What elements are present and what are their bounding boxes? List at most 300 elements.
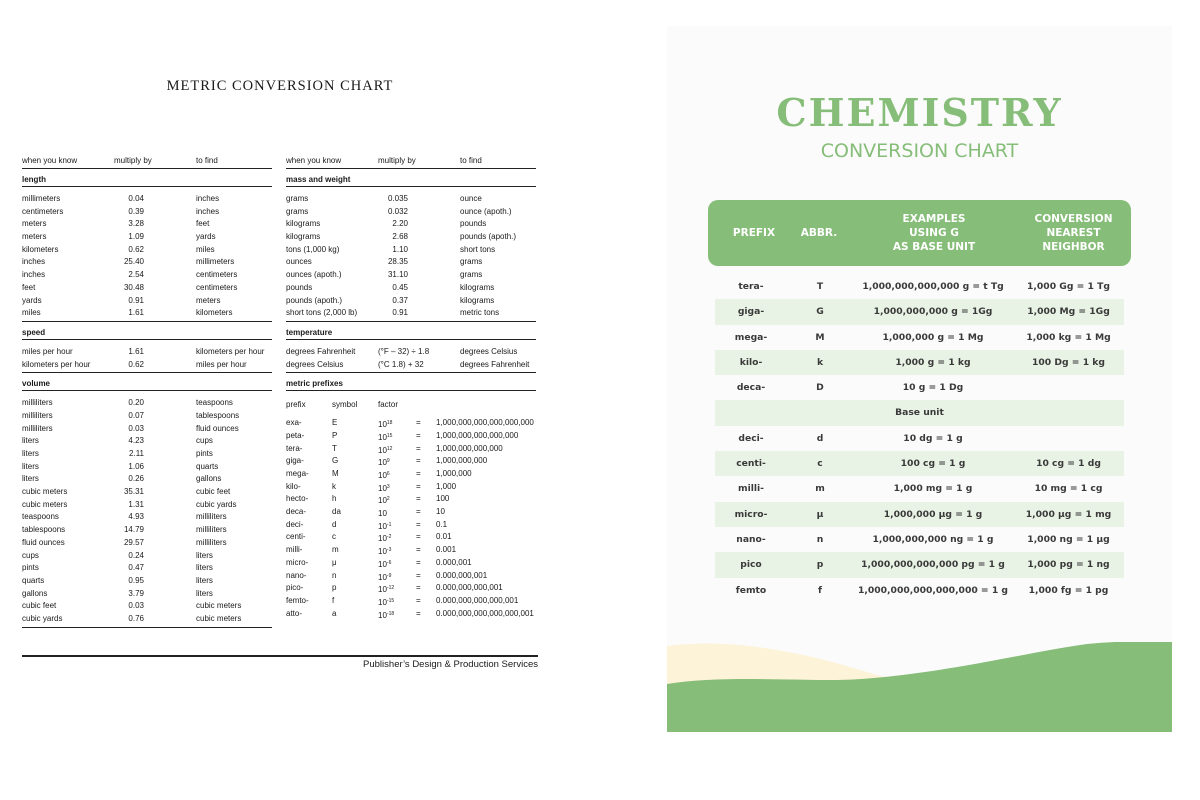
- conversion-cell: 1,000 kg = 1 Mg: [1026, 331, 1111, 343]
- factor-value: 0.39: [128, 206, 144, 216]
- prefix-name: deci-: [286, 519, 304, 529]
- table-row: [715, 476, 1124, 501]
- factor-value: 0.91: [392, 308, 408, 318]
- table-row: [286, 206, 536, 219]
- table-row: [286, 218, 536, 231]
- example-cell: 1,000 g = 1 kg: [895, 356, 971, 368]
- factor-exponent: -15: [386, 597, 395, 604]
- section-divider: [286, 321, 536, 322]
- prefix-value: 1,000,000,000,000: [436, 443, 503, 453]
- factor-value: 0.26: [128, 474, 144, 484]
- table-row: [22, 423, 272, 436]
- to-unit: liters: [196, 575, 213, 585]
- conversion-cell: 1,000 fg = 1 pg: [1028, 584, 1109, 596]
- table-row: [22, 282, 272, 295]
- factor-base: 10: [378, 458, 387, 468]
- from-unit: inches: [22, 257, 46, 267]
- example-cell: 1,000,000,000,000 pg = 1 g: [861, 559, 1005, 571]
- prefix-cell: pico: [740, 559, 762, 571]
- factor-exponent: -3: [386, 547, 392, 554]
- section-title: speed: [22, 328, 272, 340]
- factor-value: 2.68: [392, 232, 408, 242]
- factor-value: 0.035: [387, 194, 408, 203]
- to-unit: inches: [196, 206, 220, 216]
- to-unit: cubic feet: [196, 487, 231, 497]
- prefix-symbol: μ: [332, 557, 337, 567]
- to-unit: quarts: [196, 461, 219, 471]
- conversion-cell: 1,000 ng = 1 μg: [1027, 533, 1110, 545]
- factor-exponent: -9: [386, 572, 392, 579]
- table-row: [286, 231, 536, 244]
- table-row: [22, 397, 272, 410]
- table-row: [715, 426, 1124, 451]
- prefix-value: 1,000,000,000: [436, 456, 488, 466]
- table-row: [715, 527, 1124, 552]
- table-row: [286, 269, 536, 282]
- prefix-symbol: da: [332, 507, 341, 517]
- metric-conversion-document: [0, 0, 560, 800]
- from-unit: gallons: [22, 588, 48, 598]
- table-row: [22, 588, 272, 601]
- factor-exponent: 3: [386, 483, 390, 490]
- table-row: [22, 435, 272, 448]
- prefix-row: [286, 519, 536, 532]
- document-title: METRIC CONVERSION CHART: [166, 78, 394, 94]
- to-unit: yards: [196, 232, 216, 242]
- table-row: [715, 451, 1124, 476]
- conversion-cell: 1,000 Gg = 1 Tg: [1027, 281, 1110, 292]
- table-row: [715, 274, 1124, 299]
- table-row: [22, 550, 272, 563]
- section-title: volume: [22, 379, 272, 391]
- prefix-value: 1,000: [436, 481, 457, 491]
- section-rows: [22, 346, 272, 371]
- prefix-cell: deca-: [736, 382, 766, 394]
- example-cell: 100 cg = 1 g: [900, 458, 966, 470]
- factor-base: 10: [378, 534, 387, 544]
- table-row: [286, 193, 536, 206]
- table-row: [22, 410, 272, 423]
- prefix-table: [286, 399, 536, 620]
- table-row: [22, 537, 272, 550]
- prefix-row: [286, 493, 536, 506]
- prefix-value: 0.01: [436, 532, 452, 542]
- factor-value: 0.62: [128, 359, 144, 369]
- equals-sign: =: [416, 430, 421, 440]
- to-unit: ounce (apoth.): [460, 206, 512, 216]
- from-unit: tons (1,000 kg): [286, 244, 340, 254]
- abbr-cell: f: [818, 584, 822, 596]
- to-unit: millimeters: [196, 257, 235, 267]
- from-unit: feet: [22, 282, 36, 292]
- factor-base: 10: [378, 496, 387, 506]
- equals-sign: =: [416, 583, 421, 593]
- factor-base: 10: [378, 547, 387, 557]
- from-unit: cubic yards: [22, 613, 63, 623]
- prefix-value: 1,000,000: [436, 469, 472, 478]
- factor-exponent: -2: [386, 534, 392, 541]
- prefix-name: micro-: [286, 557, 309, 567]
- conversion-cell: 1,000 pg = 1 ng: [1027, 559, 1110, 571]
- to-unit: metric tons: [460, 308, 500, 318]
- to-unit: grams: [460, 270, 483, 280]
- to-unit: liters: [196, 588, 213, 598]
- prefix-value: 0.000,001: [436, 557, 472, 567]
- prefix-cell: femto: [735, 584, 767, 596]
- from-unit: liters: [22, 436, 39, 446]
- table-row: [715, 375, 1124, 400]
- factor-base: 10: [378, 432, 387, 442]
- to-unit: short tons: [460, 244, 496, 254]
- table-row: [286, 295, 536, 308]
- prefix-value: 0.000,000,000,001: [436, 583, 503, 593]
- prefix-row: [286, 443, 536, 456]
- header-know: when you know: [286, 156, 342, 165]
- equals-sign: =: [416, 532, 421, 542]
- prefix-cell: kilo-: [739, 356, 763, 368]
- from-unit: ounces (apoth.): [286, 270, 342, 280]
- factor-value: 0.03: [128, 423, 144, 433]
- prefix-symbol: h: [332, 494, 337, 504]
- prefix-value: 100: [436, 494, 450, 504]
- from-unit: miles: [22, 308, 41, 318]
- factor-base: 10: [378, 585, 387, 595]
- from-unit: meters: [22, 219, 47, 229]
- from-unit: pounds (apoth.): [286, 295, 343, 305]
- abbr-cell: μ: [816, 508, 824, 520]
- conversion-cell: 10 mg = 1 cg: [1034, 483, 1103, 495]
- table-row: [22, 218, 272, 231]
- to-unit: degrees Fahrenheit: [460, 359, 530, 369]
- prefix-row: [286, 531, 536, 544]
- factor-value: 31.10: [387, 270, 408, 280]
- conversion-cell: 1,000 μg = 1 mg: [1025, 508, 1112, 520]
- section-title: temperature: [286, 328, 536, 340]
- section-rows: [286, 346, 536, 371]
- from-unit: short tons (2,000 lb): [286, 308, 358, 318]
- prefix-value: 0.1: [436, 519, 448, 529]
- prefix-symbol: P: [332, 430, 338, 440]
- from-unit: pounds: [286, 282, 313, 292]
- to-unit: meters: [196, 295, 221, 305]
- prefix-row: [286, 582, 536, 595]
- prefix-name: atto-: [286, 608, 303, 618]
- to-unit: pounds: [460, 219, 487, 229]
- factor-base: 10: [378, 572, 387, 582]
- factor-value: 0.032: [387, 206, 408, 216]
- table-row: [22, 486, 272, 499]
- from-unit: cubic meters: [22, 487, 68, 497]
- table-row: [22, 575, 272, 588]
- prefix-name: kilo-: [286, 481, 301, 491]
- to-unit: teaspoons: [196, 398, 233, 408]
- conversion-cell: 10 cg = 1 dg: [1036, 458, 1101, 470]
- from-unit: liters: [22, 461, 39, 471]
- header-multiply: multiply by: [378, 156, 416, 165]
- from-unit: inches: [22, 270, 46, 280]
- prefix-cell: mega-: [734, 331, 768, 343]
- abbr-cell: M: [815, 331, 825, 343]
- from-unit: yards: [22, 295, 42, 305]
- prefix-symbol: d: [332, 519, 337, 529]
- to-unit: miles per hour: [196, 359, 247, 369]
- to-unit: kilograms: [460, 295, 495, 305]
- from-unit: meters: [22, 232, 47, 242]
- factor-exponent: 18: [386, 420, 393, 427]
- table-row: [22, 193, 272, 206]
- abbr-cell: k: [816, 356, 824, 368]
- to-unit: milliliters: [196, 537, 227, 547]
- prefix-symbol: a: [332, 608, 337, 618]
- example-cell: 1,000,000,000 ng = 1 g: [872, 533, 994, 545]
- from-unit: grams: [286, 194, 309, 203]
- factor-base: 10: [378, 610, 387, 620]
- from-unit: liters: [22, 474, 39, 484]
- factor-value: 0.62: [128, 244, 144, 254]
- equals-sign: =: [416, 456, 421, 466]
- factor-exponent: 9: [386, 458, 390, 465]
- conversion-cell: [1013, 375, 1124, 400]
- left-column: [22, 156, 272, 628]
- from-unit: millimeters: [22, 194, 61, 203]
- to-unit: pounds (apoth.): [460, 232, 517, 242]
- from-unit: kilograms: [286, 232, 321, 242]
- abbr-cell: d: [816, 432, 824, 444]
- prefix-row: [286, 455, 536, 468]
- factor-value: 0.04: [128, 194, 144, 203]
- from-unit: milliliters: [22, 423, 53, 433]
- to-unit: feet: [196, 219, 210, 229]
- table-row: [286, 346, 536, 359]
- table-row: [22, 600, 272, 613]
- equals-sign: =: [416, 545, 421, 555]
- example-cell: 10 g = 1 Dg: [902, 382, 964, 394]
- table-row: [715, 325, 1124, 350]
- prefix-cell: micro-: [734, 508, 768, 520]
- prefix-row: [286, 481, 536, 494]
- factor-value: 1.31: [128, 499, 144, 509]
- section-divider: [22, 321, 272, 322]
- table-header: [708, 200, 1131, 266]
- table-row: [715, 299, 1124, 324]
- section-title: length: [22, 175, 272, 187]
- factor-value: 0.07: [128, 410, 144, 420]
- table-row: [22, 244, 272, 257]
- to-unit: milliliters: [196, 512, 227, 522]
- prefix-cell: milli-: [738, 483, 764, 495]
- prefix-name: exa-: [286, 418, 302, 428]
- from-unit: cubic feet: [22, 601, 57, 611]
- factor-value: 1.09: [128, 232, 144, 242]
- equals-sign: =: [416, 494, 421, 504]
- example-cell: 1,000,000,000 g = 1Gg: [873, 306, 993, 318]
- equals-sign: =: [416, 557, 421, 567]
- factor-value: 0.03: [128, 601, 144, 611]
- to-unit: fluid ounces: [196, 423, 239, 433]
- from-unit: centimeters: [22, 206, 64, 216]
- right-sections: [286, 175, 536, 373]
- from-unit: degrees Fahrenheit: [286, 346, 356, 356]
- equals-sign: =: [416, 481, 421, 491]
- from-unit: grams: [286, 206, 309, 216]
- to-unit: pints: [196, 449, 213, 458]
- section-divider: [286, 372, 536, 373]
- from-unit: quarts: [22, 575, 45, 585]
- chemistry-conversion-document: [667, 26, 1172, 732]
- example-cell: 10 dg = 1 g: [903, 432, 963, 444]
- conversion-cell: 1,000 Mg = 1Gg: [1027, 306, 1110, 318]
- factor-value: (°C 1.8) + 32: [378, 359, 424, 369]
- prefix-value: 0.001: [436, 545, 457, 555]
- factor-value: 2.54: [128, 270, 144, 280]
- factor-value: 28.35: [387, 257, 408, 267]
- section-rows: [22, 193, 272, 320]
- conversion-cell: [1013, 426, 1124, 451]
- from-unit: ounces: [286, 257, 312, 267]
- equals-sign: =: [416, 443, 421, 453]
- factor-value: 0.91: [128, 295, 144, 305]
- to-unit: kilometers per hour: [196, 346, 265, 356]
- equals-sign: =: [416, 418, 421, 428]
- prefix-name: centi-: [286, 532, 306, 542]
- header-know: when you know: [22, 156, 78, 165]
- column-header: [286, 156, 536, 169]
- prefix-factor: [378, 608, 394, 623]
- factor-value: 0.47: [128, 563, 144, 573]
- table-row: [286, 256, 536, 269]
- table-row: [286, 307, 536, 320]
- prefix-row: [286, 570, 536, 583]
- prefix-value: 1,000,000,000,000,000,000: [436, 418, 534, 428]
- table-row: [22, 562, 272, 575]
- example-cell: 1,000,000 μg = 1 g: [883, 508, 983, 520]
- from-unit: cups: [22, 550, 39, 560]
- conversion-cell: 100 Dg = 1 kg: [1032, 356, 1105, 368]
- factor-base: 10: [378, 471, 387, 480]
- factor-value: 30.48: [123, 282, 144, 292]
- prefix-cell: nano-: [736, 533, 766, 545]
- from-unit: pints: [22, 563, 39, 573]
- to-unit: kilometers: [196, 308, 233, 318]
- from-unit: cubic meters: [22, 499, 68, 509]
- to-unit: cubic yards: [196, 499, 237, 509]
- factor-value: 25.40: [123, 257, 144, 267]
- section-title: mass and weight: [286, 175, 536, 187]
- prefix-row: [286, 544, 536, 557]
- from-unit: liters: [22, 449, 39, 458]
- equals-sign: =: [416, 570, 421, 580]
- prefix-value: 0.000,000,000,000,000,001: [436, 608, 534, 618]
- prefix-name: nano-: [286, 570, 307, 580]
- prefix-row: [286, 430, 536, 443]
- abbr-cell: c: [817, 458, 823, 470]
- prefix-symbol: p: [332, 583, 337, 593]
- prefix-value: 1,000,000,000,000,000: [436, 430, 519, 440]
- equals-sign: =: [416, 469, 421, 478]
- prefix-name: deca-: [286, 507, 307, 517]
- decorative-waves: [667, 642, 1172, 732]
- factor-value: 0.24: [128, 550, 144, 560]
- table-row: [715, 400, 1124, 425]
- factor-value: 1.06: [128, 461, 144, 471]
- factor-base: 10: [378, 597, 387, 607]
- factor-base: 10: [378, 420, 387, 430]
- factor-value: (°F – 32) ÷ 1.8: [378, 346, 430, 356]
- factor-value: 1.61: [128, 308, 144, 318]
- factor-exponent: 12: [386, 445, 393, 452]
- prefix-row: [286, 608, 536, 621]
- to-unit: centimeters: [196, 282, 238, 292]
- factor-base: 10: [378, 483, 387, 493]
- example-cell: 1,000 mg = 1 g: [893, 483, 973, 495]
- to-unit: miles: [196, 244, 215, 254]
- table-row: [22, 524, 272, 537]
- factor-value: 0.95: [128, 575, 144, 585]
- factor-value: 0.20: [128, 398, 144, 408]
- to-unit: liters: [196, 563, 213, 573]
- factor-exponent: -12: [386, 585, 395, 592]
- table-row: [22, 256, 272, 269]
- table-row: [286, 244, 536, 257]
- factor-exponent: -6: [386, 559, 392, 566]
- table-row: [22, 461, 272, 474]
- section-divider: [22, 372, 272, 373]
- to-unit: cups: [196, 436, 213, 446]
- from-unit: miles per hour: [22, 346, 73, 356]
- section-title: metric prefixes: [286, 379, 536, 391]
- factor-exponent: -18: [386, 610, 395, 617]
- prefix-row: [286, 595, 536, 608]
- abbr-cell: T: [816, 281, 824, 292]
- abbr-cell: m: [815, 483, 825, 495]
- factor-base: 10: [378, 521, 387, 531]
- chart-title: CHEMISTRY: [776, 90, 1063, 135]
- section-divider: [22, 627, 272, 628]
- table-row: [22, 448, 272, 461]
- left-sections: [22, 175, 272, 628]
- to-unit: cubic meters: [196, 613, 242, 623]
- factor-exponent: 2: [386, 496, 390, 503]
- header-find: to find: [460, 156, 482, 165]
- factor-base: 10: [378, 445, 387, 455]
- factor-value: 0.37: [392, 295, 408, 305]
- factor-value: 4.93: [128, 512, 144, 522]
- factor-base: 10: [378, 559, 387, 569]
- prefix-row: [286, 468, 536, 481]
- table-row: [22, 307, 272, 320]
- table-row: [715, 578, 1124, 603]
- prefix-symbol: m: [332, 545, 339, 555]
- prefix-name: giga-: [286, 456, 304, 466]
- factor-exponent: -1: [386, 521, 392, 528]
- prefix-name: hecto-: [286, 494, 309, 504]
- from-unit: fluid ounces: [22, 537, 65, 547]
- factor-value: 35.31: [123, 487, 144, 497]
- prefix-symbol: c: [332, 532, 336, 542]
- prefix-value: 0.000,000,001: [436, 570, 488, 580]
- prefix-symbol: E: [332, 418, 338, 428]
- table-row: [715, 502, 1124, 527]
- factor-value: 0.76: [128, 613, 144, 623]
- to-unit: degrees Celsius: [460, 346, 518, 356]
- prefix-header-symbol: symbol: [332, 400, 358, 410]
- base-unit-label: Base unit: [895, 407, 944, 419]
- header-find: to find: [196, 156, 218, 165]
- factor-value: 2.20: [392, 219, 408, 229]
- table-row: [22, 511, 272, 524]
- from-unit: milliliters: [22, 398, 53, 408]
- from-unit: kilometers: [22, 244, 59, 254]
